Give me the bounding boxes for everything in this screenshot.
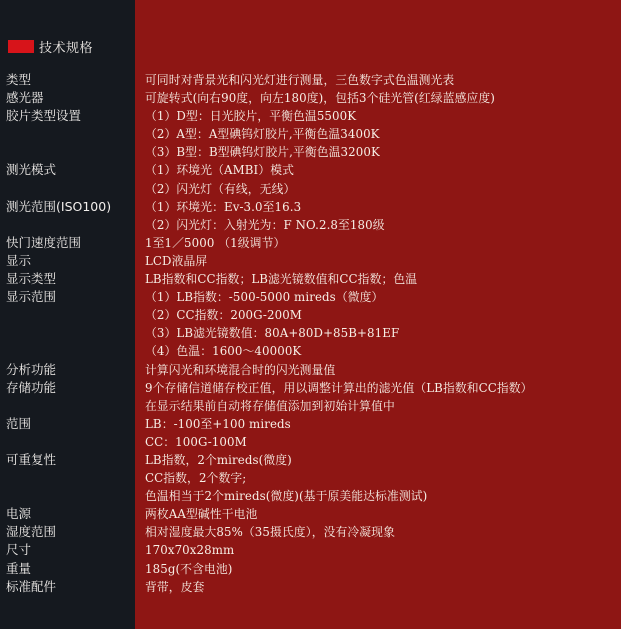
spec-row bbox=[0, 306, 621, 324]
spec-label: 可重复性 bbox=[6, 451, 57, 467]
spec-value: （2）闪光灯：入射光为：F NO.2.8至180级 bbox=[145, 217, 385, 232]
spec-value: 9个存储信道储存校正值，用以调整计算出的滤光值（LB指数和CC指数） bbox=[145, 380, 533, 395]
spec-row bbox=[0, 578, 621, 596]
spec-label: 类型 bbox=[6, 72, 32, 87]
spec-label: 胶片类型设置 bbox=[6, 108, 82, 124]
spec-row bbox=[0, 415, 621, 433]
spec-label: 范围 bbox=[6, 415, 32, 431]
spec-value: （2）闪光灯（有线，无线） bbox=[145, 181, 296, 196]
spec-row bbox=[0, 125, 621, 143]
spec-label: 显示类型 bbox=[6, 271, 57, 287]
spec-row bbox=[0, 433, 621, 451]
spec-row bbox=[0, 198, 621, 216]
spec-value: 计算闪光和环境混合时的闪光测量值 bbox=[145, 362, 336, 377]
spec-row bbox=[0, 324, 621, 342]
spec-row bbox=[0, 252, 621, 270]
spec-value: （2）A型：A型碘钨灯胶片,平衡色温3400K bbox=[145, 127, 380, 142]
spec-label: 快门速度范围 bbox=[6, 234, 82, 250]
spec-row bbox=[0, 505, 621, 523]
spec-row bbox=[0, 89, 621, 107]
spec-value: （3）LB滤光镜数值：80A+80D+85B+81EF bbox=[145, 326, 400, 341]
spec-label: 标准配件 bbox=[6, 578, 57, 594]
spec-value: 可同时对背景光和闪光灯进行测量，三色数字式色温测光表 bbox=[145, 73, 455, 87]
spec-label: 存储功能 bbox=[6, 379, 57, 395]
spec-value: （2）CC指数：200G-200M bbox=[145, 308, 302, 323]
spec-row bbox=[0, 180, 621, 198]
spec-list bbox=[0, 71, 621, 596]
spec-value: （4）色温：1600～40000K bbox=[145, 344, 302, 359]
spec-row bbox=[0, 107, 621, 125]
spec-row bbox=[0, 361, 621, 379]
spec-value: 相对湿度最大85%（35摄氏度），没有冷凝现象 bbox=[145, 525, 395, 540]
spec-value: LB指数和CC指数；LB滤光镜数值和CC指数；色温 bbox=[145, 272, 418, 287]
spec-value: （1）环境光：Ev-3.0至16.3 bbox=[145, 199, 302, 214]
spec-value: 色温相当于2个mireds(微度)(基于原美能达标准测试) bbox=[145, 489, 428, 504]
spec-row bbox=[0, 342, 621, 360]
spec-label: 测光模式 bbox=[6, 162, 57, 178]
header-square-marker bbox=[8, 40, 34, 53]
spec-row bbox=[0, 560, 621, 578]
spec-value: 1至1／5000 （1级调节） bbox=[145, 235, 286, 250]
spec-label: 显示 bbox=[6, 252, 32, 268]
spec-label: 感光器 bbox=[6, 90, 44, 106]
spec-value: LCD液晶屏 bbox=[145, 253, 208, 268]
spec-value: CC指数，2个数字; bbox=[145, 471, 247, 486]
spec-label: 湿度范围 bbox=[6, 524, 57, 540]
spec-label: 尺寸 bbox=[6, 542, 32, 558]
spec-row bbox=[0, 523, 621, 541]
spec-row bbox=[0, 270, 621, 288]
spec-value: 背带，皮套 bbox=[145, 579, 205, 594]
spec-row bbox=[0, 379, 621, 397]
spec-value: （1）LB指数：-500-5000 mireds（微度） bbox=[145, 290, 384, 305]
section-title: 技术规格 bbox=[39, 40, 94, 56]
spec-row bbox=[0, 161, 621, 179]
spec-row bbox=[0, 469, 621, 487]
spec-row bbox=[0, 541, 621, 559]
spec-row bbox=[0, 71, 621, 89]
section-header bbox=[8, 36, 93, 56]
spec-label: 显示范围 bbox=[6, 289, 57, 305]
spec-row bbox=[0, 397, 621, 415]
spec-row bbox=[0, 216, 621, 234]
spec-label: 电源 bbox=[6, 506, 32, 522]
spec-value: LB指数，2个mireds(微度) bbox=[145, 452, 292, 467]
spec-value: （1）环境光（AMBI）模式 bbox=[145, 163, 295, 178]
spec-value: CC：100G-100M bbox=[145, 434, 247, 449]
spec-value: LB：-100至+100 mireds bbox=[145, 416, 291, 431]
spec-value: 170x70x28mm bbox=[145, 543, 235, 558]
spec-row bbox=[0, 143, 621, 161]
spec-value: 可旋转式(向右90度，向左180度)，包括3个硅光管(红绿蓝感应度) bbox=[145, 91, 495, 106]
spec-value: （1）D型：日光胶片，平衡色温5500K bbox=[145, 109, 357, 124]
spec-row bbox=[0, 451, 621, 469]
spec-row bbox=[0, 487, 621, 505]
spec-value: 两枚AA型碱性干电池 bbox=[145, 507, 258, 522]
spec-value: （3）B型：B型碘钨灯胶片,平衡色温3200K bbox=[145, 145, 380, 160]
spec-value: 185g(不含电池) bbox=[145, 561, 233, 576]
spec-label: 分析功能 bbox=[6, 361, 57, 377]
spec-label: 重量 bbox=[6, 560, 32, 576]
spec-value: 在显示结果前自动将存储值添加到初始计算值中 bbox=[145, 398, 395, 413]
spec-row bbox=[0, 288, 621, 306]
spec-row bbox=[0, 234, 621, 252]
spec-label: 测光范围(ISO100) bbox=[6, 198, 112, 214]
